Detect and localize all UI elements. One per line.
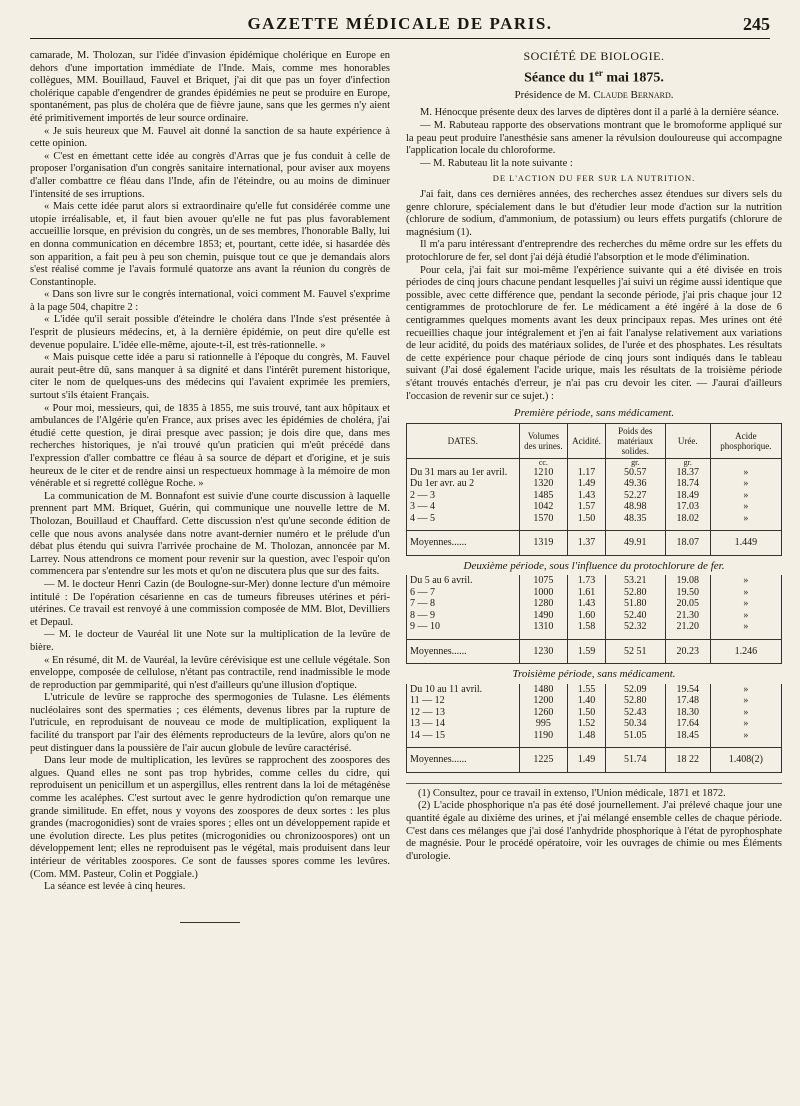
date-cell: 14 — 15: [407, 730, 520, 748]
value-cell: 1075: [519, 575, 568, 587]
paragraph: Il m'a paru intéressant d'entreprendre des recherches du même ordre sur les effets du protochlorure de fer, sel dont j'ai déjà étudié l'absorption et le mode d'élimination.: [406, 239, 782, 263]
value-cell: 1230: [519, 639, 568, 664]
column-header: Acide phosphorique.: [710, 423, 781, 458]
value-cell: 51.05: [605, 730, 665, 748]
value-cell: 18.07: [665, 531, 710, 556]
value-cell: 18.74: [665, 478, 710, 490]
section-heading: SOCIÉTÉ DE BIOLOGIE.: [523, 49, 665, 63]
value-cell: 51.74: [605, 748, 665, 773]
date-cell: 8 — 9: [407, 610, 520, 622]
date-cell: 13 — 14: [407, 718, 520, 730]
journal-title: GAZETTE MÉDICALE DE PARIS.: [247, 14, 553, 33]
value-cell: 52.43: [605, 707, 665, 719]
value-cell: 995: [519, 718, 568, 730]
paragraph: « Mais cette idée parut alors si extraordinaire qu'elle fut considérée comme une utopie irréalisable, et, il faut bien avouer qu'elle ne fut pas plus favorablement accueillie lorsque, en prévision du congrès, un de ses membres, l'honorable Bally, lui en donna communication en décembre 1853; et, pourtant, cette idée, si hasardée dès son apparition, a fait peu à peu son chemin, puisque tout ce que je demandais alors s'est réalisé comme je l'avais formulé quatorze ans avant la réunion du congrès de Constantinople.: [30, 201, 390, 288]
data-table: [406, 575, 782, 664]
date-cell: Du 31 mars au 1er avril.: [407, 467, 520, 479]
paragraph: — M. le docteur de Vauréal lit une Note sur la multiplication de la levûre de bière.: [30, 629, 390, 653]
column-header: Poids des matériaux solides.: [605, 423, 665, 458]
table-row: [407, 621, 782, 639]
value-cell: »: [710, 575, 781, 587]
value-cell: »: [710, 695, 781, 707]
paragraph: L'utricule de levûre se rapproche des spermogonies de Tulasne. Les éléments nucléolaires sont des spermaties ; ces éléments, devenus libres par la rupture de l'utricule, en reproduisant de nouveau ce mode de multiplication, expliquent la facilité du transport par l'air des éléments reproducteurs de la levûre, alors qu'on ne peut distinguer dans la poussière de l'air aucun globule de levûre caractérisé.: [30, 692, 390, 754]
value-cell: 1.246: [710, 639, 781, 664]
table-row: [407, 513, 782, 531]
value-cell: 1.408(2): [710, 748, 781, 773]
table-row: [407, 478, 782, 490]
paragraph: — M. le docteur Henri Cazin (de Boulogne-sur-Mer) donne lecture d'un mémoire intitulé : De l'opération césarienne en cas de tumeurs fibreuses utérines et péri-utérines. Ce travail est renvoyé à une commission composée de MM. Blot, Devilliers et Depaul.: [30, 578, 390, 628]
value-cell: 1570: [519, 513, 568, 531]
paragraph: Dans leur mode de multiplication, les levûres se rapprochent des zoospores des algues. Quand elles ne sont pas trop hybrides, comme celles du cidre, qui reproduisent un penicillum et un aspergillus, elles rentrent dans la loi de métagénèse comme les acaléphes. C'est surtout avec le genre hydrodiction qu'on remarque une grande similitude. En effet, nous y voyons des zoospores de deux sortes : les plus grandes (macrogonidies) sont de vraies spores ; elles ont un développement rapide et une évolution directe. Les plus petites (microgonidies ou chronizoospores) ont un développement lent; elles ne reproduisent pas le végétal, mais produisent dans leur intérieur de véritables zoospores. Ce sont de fausses spores comme les levûres. (Com. MM. Pasteur, Colin et Poggiale.): [30, 755, 390, 880]
value-cell: 1260: [519, 707, 568, 719]
presidence: [406, 89, 782, 102]
unit: cc.: [519, 458, 568, 467]
value-cell: 1.61: [568, 587, 606, 599]
right-column: [406, 50, 782, 863]
date-cell: Moyennes......: [407, 531, 520, 556]
value-cell: 1210: [519, 467, 568, 479]
paragraph: M. Hénocque présente deux des larves de diptères dont il a parlé à la dernière séance.: [420, 107, 779, 119]
value-cell: 18.49: [665, 490, 710, 502]
value-cell: »: [710, 467, 781, 479]
table-row: [407, 610, 782, 622]
date-cell: Du 5 au 6 avril.: [407, 575, 520, 587]
seance-rest: mai 1875.: [602, 70, 664, 86]
seance-sup: er: [594, 67, 603, 78]
value-cell: 1.59: [568, 639, 606, 664]
value-cell: 1.55: [568, 684, 606, 696]
paragraph: J'ai fait, dans ces dernières années, des recherches assez étendues sur divers sels du genre chlorure, spécialement dans le but d'étudier leur mode d'action sur la nutrition (chlorure de sodium, d'ammonium, de potassium) ou leurs effets purgatifs (chlorure de magnésium (1).: [406, 189, 782, 238]
paragraph: « Pour moi, messieurs, qui, de 1835 à 1855, me suis trouvé, tant aux hôpitaux et ambulances de l'Algérie qu'en France, aux prises avec les épidémies de choléra, j'ai étudié cette question, je dirai presque avec passion; je dois dire que, dans mes recherches historiques, je n'ai trouvé qu'un praticien qui m'eût précédé dans l'expression d'aller combattre ce fléau à sa source de départ et d'origine, et je suis heureux de le citer et de rendre ainsi un respectueux hommage à la mémoire de mon vénérable et si regretté collègue Roche. »: [30, 402, 390, 490]
paragraph: — M. Rabuteau rapporte des observations montrant que le bromoforme appliqué sur la peau peut produire l'anesthésie sans amener la révulsion douloureuse qui accompagne l'application locale du chloroforme.: [406, 120, 782, 157]
value-cell: 20.23: [665, 639, 710, 664]
date-cell: 6 — 7: [407, 587, 520, 599]
value-cell: 1.37: [568, 531, 606, 556]
value-cell: 1.49: [568, 748, 606, 773]
data-table: [406, 684, 782, 773]
left-column: [30, 50, 390, 923]
value-cell: 52 51: [605, 639, 665, 664]
value-cell: 52.40: [605, 610, 665, 622]
value-cell: 53.21: [605, 575, 665, 587]
value-cell: »: [710, 598, 781, 610]
value-cell: 1200: [519, 695, 568, 707]
value-cell: 1.449: [710, 531, 781, 556]
value-cell: »: [710, 513, 781, 531]
table-row: [407, 598, 782, 610]
footnotes: [406, 783, 782, 864]
presidence-prefix: Présidence de M.: [514, 88, 594, 101]
column-header: Volumes des urines.: [519, 423, 568, 458]
value-cell: 50.34: [605, 718, 665, 730]
value-cell: 1.43: [568, 598, 606, 610]
value-cell: 1.50: [568, 513, 606, 531]
president-name: Claude Bernard.: [593, 88, 674, 101]
seance-main: Séance du 1: [524, 70, 595, 86]
table-row: [407, 575, 782, 587]
value-cell: 52.80: [605, 695, 665, 707]
period-title: Deuxième période, sous l'influence du protochlorure de fer.: [463, 559, 725, 572]
table-row: [407, 695, 782, 707]
paragraph: La communication de M. Bonnafont est suivie d'une courte discussion à laquelle prennent part MM. Briquet, Guérin, qui communique une nouvelle lettre de M. Tholozan, Bouillaud et Chauffard. Cette discussion n'est qu'une seconde édition de celle que nous avons analysée dans notre avant-dernier numéro et le prélude d'un débat plus étendu qui suivra l'arrivée prochaine de M. Tholozan, annoncée par M. Larrey. Nous attendrons ce moment pour revenir sur la question, avec l'espoir qu'on commencera par s'entendre sur les mots et qu'on ne discutera plus que sur des faits.: [30, 490, 390, 578]
value-cell: 1.58: [568, 621, 606, 639]
unit: gr.: [665, 458, 710, 467]
column-header: DATES.: [407, 423, 520, 458]
value-cell: 18.30: [665, 707, 710, 719]
paragraph: « Je suis heureux que M. Fauvel ait donné la sanction de sa haute expérience à cette opinion.: [30, 125, 390, 150]
value-cell: 18.37: [665, 467, 710, 479]
value-cell: 18.02: [665, 513, 710, 531]
value-cell: »: [710, 730, 781, 748]
table-header-row: [407, 423, 782, 458]
date-cell: Moyennes......: [407, 639, 520, 664]
paragraph: Pour cela, j'ai fait sur moi-même l'expérience suivante qui a été divisée en trois périodes de cinq jours chacune pendant lesquelles j'ai suivi un régime aussi identique que possible, avec cette différence que, pendant la seconde période, j'ai pris chaque jour 12 centigrammes de protochlorure de fer. Le médicament a été ingéré à la dose de 6 centigrammes quelques moments avant les deux principaux repas. Mes urines ont été recueillies chaque jour intégralement et j'en ai fait l'analyse relativement aux variations de leur acidité, du poids des matériaux solides, de l'urée et des phosphates. Les résultats de cette expérience pour chaque période de cinq jours sont indiqués dans le tableau suivant (J'ai dosé également l'acide urique, mais les résultats de la troisième période s'étant trouvés entachés d'erreur, je n'ai pas cru devoir les citer. — J'aurai d'ailleurs l'occasion de revenir sur ce sujet.) :: [406, 264, 782, 402]
column-header: Acidité.: [568, 423, 606, 458]
value-cell: 49.91: [605, 531, 665, 556]
value-cell: 52.32: [605, 621, 665, 639]
value-cell: 49.36: [605, 478, 665, 490]
average-row: [407, 748, 782, 773]
value-cell: 52.80: [605, 587, 665, 599]
date-cell: Du 10 au 11 avril.: [407, 684, 520, 696]
value-cell: 1.60: [568, 610, 606, 622]
date-cell: 12 — 13: [407, 707, 520, 719]
table-row: [407, 501, 782, 513]
table-row: [407, 490, 782, 502]
value-cell: 1490: [519, 610, 568, 622]
value-cell: 19.50: [665, 587, 710, 599]
value-cell: 1.43: [568, 490, 606, 502]
paragraph: « C'est en émettant cette idée au congrès d'Arras que je fus conduit à celle de proposer l'organisation d'un congrès sanitaire international, pour aviser aux moyens d'aller combattre ce fléau dans l'Inde, afin de l'éteindre, ou au moins de diminuer l'intensité de ses irruptions.: [30, 150, 390, 200]
seance-heading: [406, 67, 782, 85]
footnote: (2) L'acide phosphorique n'a pas été dosé journellement. J'ai prélevé chaque jour une quantité égale au dixième des urines, et j'ai mélangé ensemble celles de chaque période. C'est dans ces mélanges que j'ai dosé l'anhydride phosphorique à l'état de pyrophosphate de magnésie. Pour le procédé opératoire, voir les ouvrages de chimie ou mes Éléments d'urologie.: [406, 800, 782, 862]
period-title: Troisième période, sans médicament.: [512, 668, 676, 681]
value-cell: »: [710, 610, 781, 622]
table-row: [407, 707, 782, 719]
average-row: [407, 531, 782, 556]
table-row: [407, 718, 782, 730]
value-cell: 1.40: [568, 695, 606, 707]
masthead: [30, 14, 770, 39]
average-row: [407, 639, 782, 664]
value-cell: 52.27: [605, 490, 665, 502]
value-cell: 48.35: [605, 513, 665, 531]
value-cell: 1190: [519, 730, 568, 748]
value-cell: 21.20: [665, 621, 710, 639]
date-cell: Moyennes......: [407, 748, 520, 773]
value-cell: 17.03: [665, 501, 710, 513]
value-cell: 21.30: [665, 610, 710, 622]
table-row: [407, 467, 782, 479]
note-subheading: DE L'ACTION DU FER SUR LA NUTRITION.: [492, 173, 696, 184]
unit: gr.: [605, 458, 665, 467]
value-cell: »: [710, 501, 781, 513]
value-cell: 51.80: [605, 598, 665, 610]
value-cell: 1319: [519, 531, 568, 556]
value-cell: 20.05: [665, 598, 710, 610]
value-cell: 52.09: [605, 684, 665, 696]
value-cell: 1310: [519, 621, 568, 639]
paragraph: « En résumé, dit M. de Vauréal, la levûre cérévisique est une cellule végétale. Son enveloppe, composée de cellulose, n'étant pas contractile, rend inadmissible le mode de reproduction par gemmiparité, qui n'est d'ailleurs qu'une illusion d'optique.: [30, 654, 390, 691]
value-cell: 17.48: [665, 695, 710, 707]
value-cell: 1225: [519, 748, 568, 773]
value-cell: »: [710, 621, 781, 639]
date-cell: Du 1er avr. au 2: [407, 478, 520, 490]
value-cell: »: [710, 707, 781, 719]
value-cell: 19.08: [665, 575, 710, 587]
value-cell: 1.48: [568, 730, 606, 748]
value-cell: 19.54: [665, 684, 710, 696]
date-cell: 7 — 8: [407, 598, 520, 610]
value-cell: 48.98: [605, 501, 665, 513]
table-row: [407, 730, 782, 748]
column-header: Urée.: [665, 423, 710, 458]
value-cell: 1.17: [568, 467, 606, 479]
end-rule: [180, 922, 240, 923]
value-cell: »: [710, 718, 781, 730]
value-cell: 1280: [519, 598, 568, 610]
data-table: [406, 423, 782, 556]
value-cell: »: [710, 478, 781, 490]
value-cell: 1.73: [568, 575, 606, 587]
value-cell: 18.45: [665, 730, 710, 748]
paragraph: camarade, M. Tholozan, sur l'idée d'invasion épidémique cholérique en Europe en dehors d'une importation immédiate de l'Inde. Mais, comme mes honorables collègues, MM. Bouillaud, Fauvel et Briquet, j'ai dit que pas un foyer d'infection cholérique capable d'engendrer de grandes épidémies ne peut se produire en Europe, spontanément, pas plus de choléra que de fièvre jaune, sans que les germes n'y aient été primitivement importés de leur source ordinaire.: [30, 50, 390, 124]
page-number: 245: [743, 14, 770, 34]
date-cell: 3 — 4: [407, 501, 520, 513]
value-cell: 17.64: [665, 718, 710, 730]
paragraph: « L'idée qu'il serait possible d'éteindre le choléra dans l'Inde s'est présentée à l'esprit de plusieurs médecins, et, à la dernière épidémie, on peut dire qu'elle est devenue populaire. L'idée elle-même, ajoute-t-il, est très-rationnelle. »: [30, 314, 390, 351]
period-title: Première période, sans médicament.: [513, 407, 675, 420]
value-cell: 1320: [519, 478, 568, 490]
footnote: (1) Consultez, pour ce travail in extenso, l'Union médicale, 1871 et 1872.: [418, 787, 726, 799]
value-cell: 1042: [519, 501, 568, 513]
value-cell: »: [710, 490, 781, 502]
value-cell: 1.52: [568, 718, 606, 730]
value-cell: 1.50: [568, 707, 606, 719]
value-cell: 1000: [519, 587, 568, 599]
value-cell: »: [710, 684, 781, 696]
value-cell: 50.57: [605, 467, 665, 479]
date-cell: 11 — 12: [407, 695, 520, 707]
value-cell: 1.49: [568, 478, 606, 490]
unit-row: [407, 458, 782, 467]
value-cell: 18 22: [665, 748, 710, 773]
table-row: [407, 587, 782, 599]
value-cell: »: [710, 587, 781, 599]
paragraph: — M. Rabuteau lit la note suivante :: [420, 157, 573, 169]
table-row: [407, 684, 782, 696]
value-cell: 1485: [519, 490, 568, 502]
date-cell: 2 — 3: [407, 490, 520, 502]
paragraph: « Mais puisque cette idée a paru si rationnelle à l'époque du congrès, M. Fauvel aurait peut-être dû, sans manquer à sa dignité et dans l'intérêt purement historique, citer le nom de quelques-uns des médecins qui l'avaient exprimée les premiers, surtout s'ils étaient Français.: [30, 352, 390, 402]
value-cell: 1.57: [568, 501, 606, 513]
paragraph: La séance est levée à cinq heures.: [44, 881, 186, 893]
date-cell: 9 — 10: [407, 621, 520, 639]
value-cell: 1480: [519, 684, 568, 696]
paragraph: « Dans son livre sur le congrès international, voici comment M. Fauvel s'exprime à la page 504, chapitre 2 :: [30, 289, 390, 313]
date-cell: 4 — 5: [407, 513, 520, 531]
